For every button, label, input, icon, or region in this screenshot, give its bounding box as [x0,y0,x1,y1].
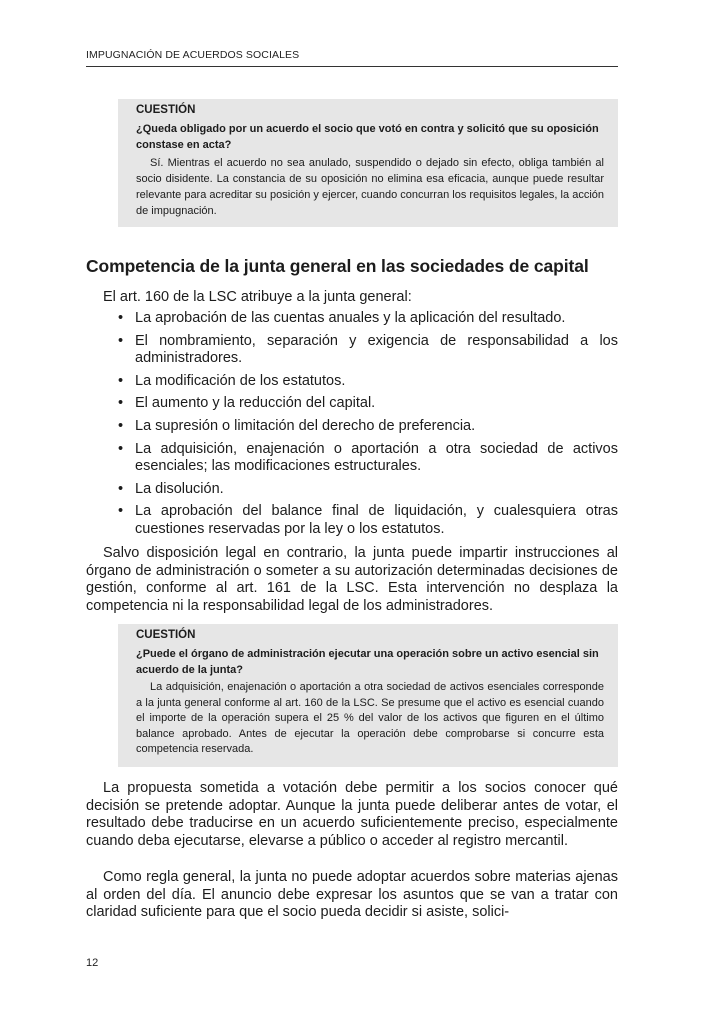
bullet-marker: • [118,503,124,520]
list-item-text: La supresión o limitación del derecho de preferencia. [135,417,476,434]
page-number: 12 [86,957,99,969]
list-item [118,310,618,328]
list-item [118,503,618,538]
list-item [118,418,618,436]
list-item [118,481,618,499]
bullet-marker: • [118,417,124,434]
question-text: ¿Puede el órgano de administración ejecutar una operación sobre un activo esencial sin acuerdo de la junta? [136,648,599,676]
competence-list [118,310,618,544]
bullet-marker: • [118,332,124,349]
list-item-text: La aprobación de las cuentas anuales y la aplicación del resultado. [135,310,566,326]
list-item-text: El aumento y la reducción del capital. [135,395,376,412]
list-item [118,441,618,476]
body-paragraph: Salvo disposición legal en contrario, la junta puede impartir instrucciones al órgano de administración o someter a su autorización determinadas decisiones de gestión, conforme al art. 161 de la LSC. Esta intervención no desplaza la competencia ni la responsabilidad legal de los administradores. [86,545,618,614]
list-item [118,373,618,391]
question-box-label: CUESTIÓN [136,629,196,641]
running-header: IMPUGNACIÓN DE ACUERDOS SOCIALES [86,49,618,67]
bullet-marker: • [118,395,124,412]
list-item-text: La aprobación del balance final de liquidación, y cualesquiera otras cuestiones reservadas por la ley o los estatutos. [135,503,618,537]
answer-text: Sí. Mientras el acuerdo no sea anulado, suspendido o dejado sin efecto, obliga también al socio disidente. La constancia de su oposición no elimina esa eficacia, aunque puede resultar relevante para acreditar su posición y ejercer, cuando concurran los requisitos legales, la acción de impugnación. [136,157,604,217]
bullet-marker: • [118,440,124,457]
list-item-text: La adquisición, enajenación o aportación a otra sociedad de activos esenciales; las modificaciones estructurales. [135,440,618,475]
question-box [118,624,618,767]
question-box-label: CUESTIÓN [136,104,196,116]
intro-paragraph: El art. 160 de la LSC atribuye a la junta general: [103,289,412,305]
answer-text: La adquisición, enajenación o aportación a otra sociedad de activos esenciales corresponde a la junta general conforme al art. 160 de la LSC. Se presume que el activo es esencial cuando el importe de la operación supera el 25 % del valor de los activos que figuren en el último balance aprobado. Antes de ejecutar la operación debe comprobarse si concurre esta competencia reservada. [136,681,604,755]
question-box [118,99,618,227]
section-heading: Competencia de la junta general en las sociedades de capital [86,256,589,276]
body-paragraph: Como regla general, la junta no puede adoptar acuerdos sobre materias ajenas al orden del día. El anuncio debe expresar los asuntos que se van a tratar con claridad suficiente para que el socio pueda decidir si asiste, solici- [86,869,618,921]
bullet-marker: • [118,480,124,497]
list-item-text: La disolución. [135,480,224,497]
list-item-text: La modificación de los estatutos. [135,372,346,389]
bullet-marker: • [118,310,124,326]
list-item [118,333,618,368]
body-paragraph: La propuesta sometida a votación debe permitir a los socios conocer qué decisión se pretende adoptar. Aunque la junta puede deliberar antes de votar, el resultado debe traducirse en un acuerdo suficientemente preciso, especialmente cuando deba ejecutarse, elevarse a público o acceder al registro mercantil. [86,780,618,849]
bullet-marker: • [118,372,124,389]
list-item-text: El nombramiento, separación y exigencia de responsabilidad a los administradores. [135,332,618,367]
question-text: ¿Queda obligado por un acuerdo el socio que votó en contra y solicitó que su oposición constase en acta? [136,123,599,151]
list-item [118,395,618,413]
